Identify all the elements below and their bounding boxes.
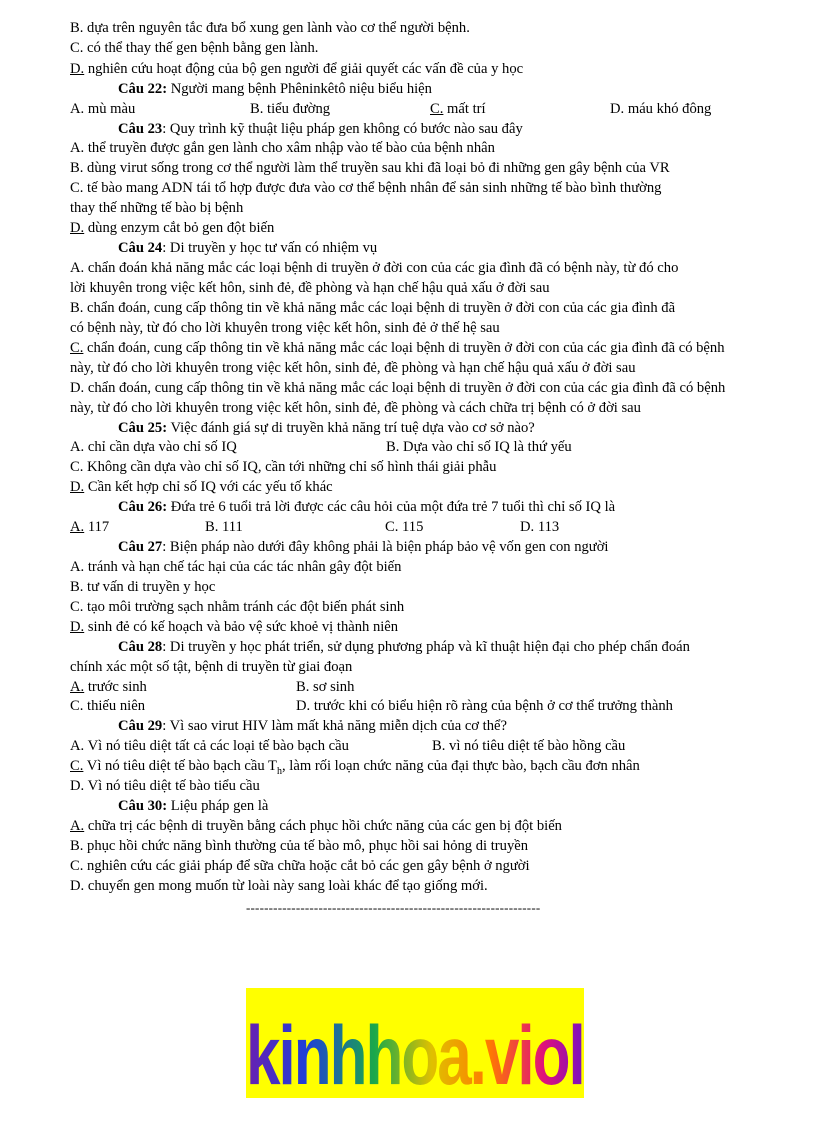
text-line — [70, 219, 274, 238]
text-line — [70, 279, 550, 298]
answer-option — [70, 100, 135, 119]
question-heading — [118, 717, 507, 736]
answer-mark: C. — [70, 758, 84, 774]
question-text: : Vì sao virut HIV làm mất khả năng miễn dịch của cơ thể? — [162, 718, 507, 734]
option-text: B. Dựa vào chỉ số IQ là thứ yếu — [386, 439, 572, 455]
text-line — [70, 259, 678, 278]
separator-line: ----------------------------------------------------------------- — [246, 900, 541, 915]
answer-option — [610, 100, 711, 119]
text-line — [70, 399, 641, 418]
question-text: Đứa trẻ 6 tuổi trả lời được các câu hỏi của một đứa trẻ 7 tuổi thì chỉ số IQ là — [167, 499, 616, 515]
text-line — [70, 60, 523, 79]
line-text: D. chuyển gen mong muốn từ loài này sang loài khác để tạo giống mới. — [70, 878, 488, 894]
option-text: C. 115 — [385, 519, 424, 535]
option-text: D. 113 — [520, 519, 560, 535]
option-text: A. chỉ cần dựa vào chỉ số IQ — [70, 439, 237, 455]
line-text: A. chẩn đoán khả năng mắc các loại bệnh di truyền ở đời con của các gia đình đã có bệnh này, từ đó cho — [70, 260, 679, 276]
option-text: C. thiếu niên — [70, 698, 145, 714]
q29-option-c-text: Vì nó tiêu diệt tế bào bạch cầu T — [83, 758, 277, 774]
option-text: mất trí — [443, 101, 486, 117]
text-line — [70, 19, 470, 38]
q29-options-row-ab — [70, 737, 349, 756]
text-line — [70, 458, 496, 477]
text-line — [70, 199, 243, 218]
site-banner[interactable] — [246, 988, 719, 1103]
text-line — [70, 319, 500, 338]
line-text: B. phục hồi chức năng bình thường của tế bào mô, phục hồi sai hỏng di truyền — [70, 838, 529, 854]
line-text: Cần kết hợp chỉ số IQ với các yếu tố khác — [84, 479, 333, 495]
text-line — [70, 478, 333, 497]
question-text: : Quy trình kỹ thuật liệu pháp gen không có bước nào sau đây — [162, 121, 523, 137]
option-text: B. 111 — [205, 519, 243, 535]
answer-option — [70, 678, 147, 697]
text-line — [70, 139, 495, 158]
text-line — [70, 39, 318, 58]
line-text: C. nghiên cứu các giải pháp để sữa chữa hoặc cắt bỏ các gen gây bệnh ở người — [70, 858, 530, 874]
answer-option — [70, 518, 109, 537]
answer-mark: D. — [70, 619, 85, 635]
text-line — [70, 179, 661, 198]
line-text: chữa trị các bệnh di truyền bằng cách phục hồi chức năng của các gen bị đột biến — [84, 818, 562, 834]
question-heading — [118, 498, 615, 517]
line-text: A. thể truyền được gắn gen lành cho xâm nhập vào tế bào của bệnh nhân — [70, 140, 495, 156]
line-text: B. tư vấn di truyền y học — [70, 579, 216, 595]
question-number: Câu 22: — [118, 81, 168, 97]
option-text: D. máu khó đông — [610, 101, 712, 117]
question-number: Câu 26: — [118, 499, 168, 515]
line-text: D. Vì nó tiêu diệt tế bào tiểu cầu — [70, 778, 260, 794]
answer-option — [296, 697, 673, 716]
line-text: Người mang bệnh Phêninkêtô niệu biểu hiện — [167, 81, 432, 97]
line-text: C. tế bào mang ADN tái tổ hợp được đưa vào cơ thể bệnh nhân để sản sinh những tế bào bình thường — [70, 180, 662, 196]
answer-mark: C. — [70, 340, 84, 356]
line-text: thay thế những tế bào bị bệnh — [70, 200, 244, 216]
banner-text: kinhhoa.violet.vn — [246, 996, 584, 1118]
line-text: chính xác một số tật, bệnh di truyền từ giai đoạn — [70, 659, 353, 675]
question-heading — [118, 120, 523, 139]
line-text: A. tránh và hạn chế tác hại của các tác nhân gây đột biến — [70, 559, 402, 575]
text-line — [70, 299, 675, 318]
text-line — [70, 598, 404, 617]
answer-option — [70, 438, 237, 457]
line-text: có bệnh này, từ đó cho lời khuyên trong việc kết hôn, sinh đẻ ở thế hệ sau — [70, 320, 500, 336]
answer-option — [430, 100, 486, 119]
text-line — [70, 658, 352, 677]
question-number: Câu 27 — [118, 539, 163, 555]
text-line — [70, 837, 528, 856]
answer-mark: A. — [70, 818, 85, 834]
q29-option-c — [70, 757, 640, 781]
answer-option — [250, 100, 330, 119]
text-line — [70, 817, 562, 836]
question-heading — [118, 638, 690, 657]
answer-mark: D. — [70, 479, 85, 495]
question-heading — [118, 419, 535, 438]
question-number: Câu 25: — [118, 420, 168, 436]
answer-mark: A. — [70, 679, 85, 695]
text-line — [70, 618, 398, 637]
answer-mark: D. — [70, 61, 85, 77]
line-text: C. có thể thay thế gen bệnh bằng gen lành. — [70, 40, 319, 56]
q29-option-b-wrap — [432, 737, 625, 756]
question-heading — [118, 239, 377, 258]
text-line — [70, 359, 636, 378]
line-text: C. tạo môi trường sạch nhằm tránh các đột biến phát sinh — [70, 599, 405, 615]
line-text: này, từ đó cho lời khuyên trong việc kết hôn, sinh đẻ, đề phòng và cách chữa trị bệnh có ở đời sau — [70, 400, 641, 416]
line-text: nghiên cứu hoạt động của bộ gen người để giải quyết các vấn đề của y học — [84, 61, 524, 77]
answer-option — [70, 697, 145, 716]
text-line — [70, 857, 530, 876]
line-text: chẩn đoán, cung cấp thông tin về khả năng mắc các loại bệnh di truyền ở đời con của các gia đình đã có bệnh — [83, 340, 725, 356]
text-line — [70, 877, 488, 896]
answer-option — [296, 678, 354, 697]
question-number: Câu 30: — [118, 798, 168, 814]
question-number: Câu 24 — [118, 240, 163, 256]
line-text: này, từ đó cho lời khuyên trong việc kết hôn, sinh đẻ, đề phòng và hạn chế hậu quả xấu ở đời sau — [70, 360, 636, 376]
text-line — [70, 379, 725, 398]
answer-option — [205, 518, 243, 537]
answer-option — [520, 518, 559, 537]
option-text: D. trước khi có biểu hiện rõ ràng của bệnh ở cơ thể trưởng thành — [296, 698, 673, 714]
q29-option-b: B. vì nó tiêu diệt tế bào hồng cầu — [432, 738, 626, 754]
answer-mark: C. — [430, 101, 444, 117]
question-heading — [118, 538, 608, 557]
option-text: trước sinh — [84, 679, 147, 695]
q29-option-a: A. Vì nó tiêu diệt tất cả các loại tế bào bạch cầu — [70, 738, 349, 754]
text-line — [70, 159, 670, 178]
line-text: lời khuyên trong việc kết hôn, sinh đẻ, đề phòng và hạn chế hậu quả xấu ở đời sau — [70, 280, 550, 296]
option-text: B. sơ sinh — [296, 679, 355, 695]
line-text: C. Không cần dựa vào chỉ số IQ, cần tới những chỉ số hình thái giải phẫu — [70, 459, 497, 475]
question-number: Câu 29 — [118, 718, 163, 734]
answer-mark: A. — [70, 519, 85, 535]
question-number: Câu 23 — [118, 121, 163, 137]
text-line — [70, 558, 401, 577]
answer-option — [385, 518, 423, 537]
line-text: B. dựa trên nguyên tắc đưa bổ xung gen lành vào cơ thể người bệnh. — [70, 20, 470, 36]
subscript-h: h — [276, 765, 282, 777]
answer-mark: D. — [70, 220, 85, 236]
line-text: sinh đẻ có kế hoạch và bảo vệ sức khoẻ vị thành niên — [84, 619, 399, 635]
q29-option-c-text-rest: , làm rối loạn chức năng của đại thực bào, bạch cầu đơn nhân — [281, 758, 640, 774]
question-text: : Di truyền y học phát triển, sử dụng phương pháp và kĩ thuật hiện đại cho phép chẩn đoán — [162, 639, 690, 655]
question-text: : Biện pháp nào dưới đây không phải là biện pháp bảo vệ vốn gen con người — [162, 539, 609, 555]
question-heading — [118, 797, 268, 816]
option-text: 117 — [84, 519, 110, 535]
text-line — [70, 578, 215, 597]
option-text: B. tiểu đường — [250, 101, 331, 117]
text-line — [70, 339, 725, 358]
line-text: B. chẩn đoán, cung cấp thông tin về khả năng mắc các loại bệnh di truyền ở đời con của các gia đình đã — [70, 300, 676, 316]
answer-option — [386, 438, 572, 457]
line-text: D. chẩn đoán, cung cấp thông tin về khả năng mắc các loại bệnh di truyền ở đời con của các gia đình đã có bệnh — [70, 380, 726, 396]
line-text: dùng enzym cắt bỏ gen đột biến — [84, 220, 275, 236]
option-text: A. mù màu — [70, 101, 136, 117]
line-text: B. dùng virut sống trong cơ thể người làm thể truyền sau khi đã loại bỏ đi những gen gây bệnh của VR — [70, 160, 670, 176]
question-text: Liệu pháp gen là — [167, 798, 269, 814]
question-number: Câu 28 — [118, 639, 163, 655]
text-line — [118, 80, 432, 99]
question-text: Việc đánh giá sự di truyền khả năng trí tuệ dựa vào cơ sở nào? — [167, 420, 535, 436]
question-text: : Di truyền y học tư vấn có nhiệm vụ — [162, 240, 378, 256]
